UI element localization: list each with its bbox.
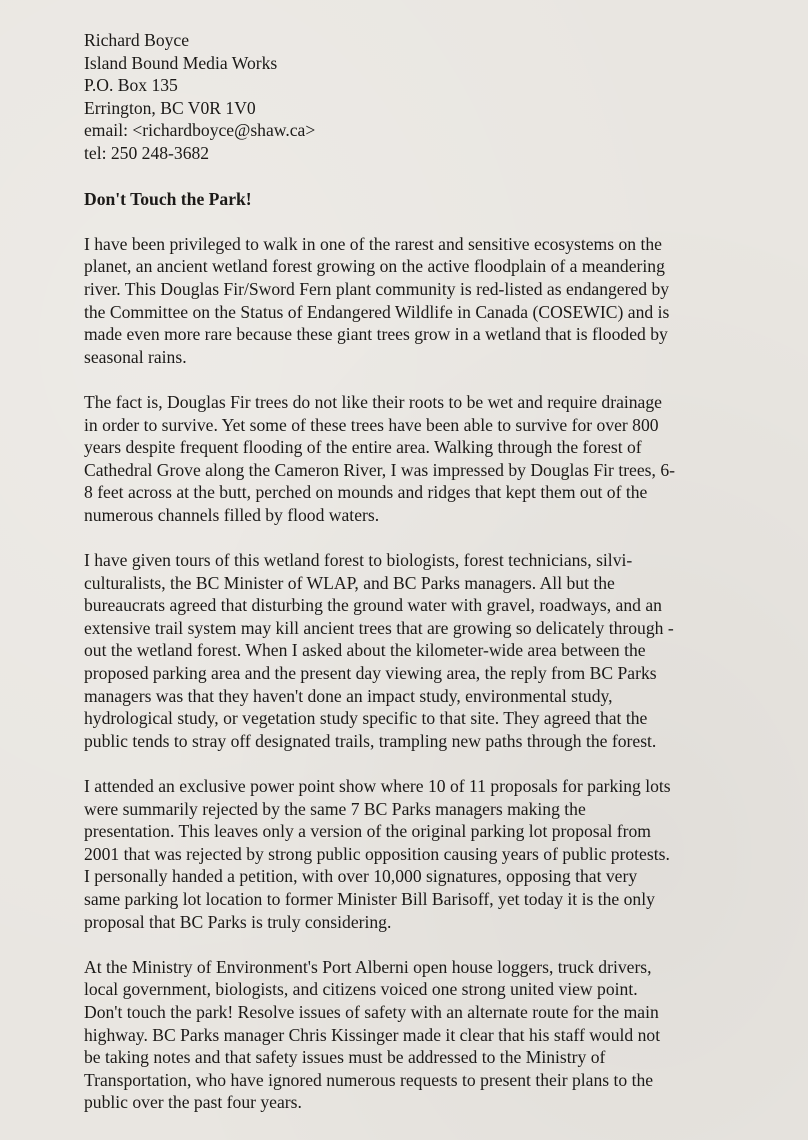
text-line: extensive trail system may kill ancient trees that are growing so delicately through - [84, 617, 674, 638]
text-line: the Committee on the Status of Endangered Wildlife in Canada (COSEWIC) and is [84, 301, 670, 322]
text-line: public over the past four years. [84, 1092, 302, 1113]
text-line: proposed parking area and the present day viewing area, the reply from BC Parks [84, 663, 657, 684]
text-line: years despite frequent flooding of the entire area. Walking through the forest of [84, 437, 642, 458]
paragraph-3 [84, 549, 744, 752]
text-line: 8 feet across at the butt, perched on mounds and ridges that kept them out of the [84, 482, 648, 503]
paragraph-5 [84, 956, 744, 1114]
sender-po-box: P.O. Box 135 [84, 75, 178, 96]
text-line: presentation. This leaves only a version of the original parking lot proposal from [84, 821, 651, 842]
text-line: same parking lot location to former Minister Bill Barisoff, yet today it is the only [84, 888, 655, 909]
paragraph-4 [84, 775, 744, 933]
sender-address-block [84, 29, 744, 165]
text-line: be taking notes and that safety issues must be addressed to the Ministry of [84, 1047, 606, 1068]
text-line: seasonal rains. [84, 346, 187, 367]
sender-email: email: <richardboyce@shaw.ca> [84, 120, 316, 141]
text-line: I have given tours of this wetland forest to biologists, forest technicians, silvi- [84, 550, 633, 571]
text-line: culturalists, the BC Minister of WLAP, and BC Parks managers. All but the [84, 572, 615, 593]
text-line: in order to survive. Yet some of these trees have been able to survive for over 800 [84, 414, 659, 435]
sender-telephone: tel: 250 248-3682 [84, 142, 210, 163]
text-line: public tends to stray off designated trails, trampling new paths through the forest. [84, 730, 657, 751]
text-line: made even more rare because these giant trees grow in a wetland that is flooded by [84, 324, 668, 345]
paragraph-1 [84, 233, 744, 369]
text-line: I have been privileged to walk in one of the rarest and sensitive ecosystems on the [84, 233, 662, 254]
text-line: At the Ministry of Environment's Port Alberni open house loggers, truck drivers, [84, 956, 652, 977]
text-line: proposal that BC Parks is truly considering. [84, 911, 392, 932]
text-line: river. This Douglas Fir/Sword Fern plant community is red-listed as endangered by [84, 278, 670, 299]
text-line: 2001 that was rejected by strong public opposition causing years of public protests. [84, 843, 670, 864]
text-line: Don't touch the park! Resolve issues of safety with an alternate route for the main [84, 1001, 659, 1022]
text-line: I personally handed a petition, with over 10,000 signatures, opposing that very [84, 866, 638, 887]
letter-content [84, 29, 744, 1114]
sender-organization: Island Bound Media Works [84, 52, 278, 73]
text-line: planet, an ancient wetland forest growing on the active floodplain of a meandering [84, 256, 665, 277]
sender-city-postal: Errington, BC V0R 1V0 [84, 97, 256, 118]
text-line: Cathedral Grove along the Cameron River, I was impressed by Douglas Fir trees, 6- [84, 459, 675, 480]
text-line: local government, biologists, and citizens voiced one strong united view point. [84, 979, 638, 1000]
text-line: out the wetland forest. When I asked about the kilometer-wide area between the [84, 640, 646, 661]
paragraph-2 [84, 391, 744, 527]
sender-name: Richard Boyce [84, 30, 190, 50]
text-line: numerous channels filled by flood waters. [84, 504, 380, 525]
text-line: highway. BC Parks manager Chris Kissinger made it clear that his staff would not [84, 1024, 661, 1045]
text-line: managers was that they haven't done an impact study, environmental study, [84, 685, 613, 706]
text-line: I attended an exclusive power point show where 10 of 11 proposals for parking lots [84, 776, 671, 796]
letter-title: Don't Touch the Park! [84, 188, 252, 209]
text-line: bureaucrats agreed that disturbing the ground water with gravel, roadways, and an [84, 595, 662, 616]
text-line: were summarily rejected by the same 7 BC Parks managers making the [84, 798, 586, 819]
text-line: hydrological study, or vegetation study specific to that site. They agreed that the [84, 708, 648, 729]
text-line: Transportation, who have ignored numerous requests to present their plans to the [84, 1069, 654, 1090]
text-line: The fact is, Douglas Fir trees do not like their roots to be wet and require drainage [84, 391, 662, 412]
